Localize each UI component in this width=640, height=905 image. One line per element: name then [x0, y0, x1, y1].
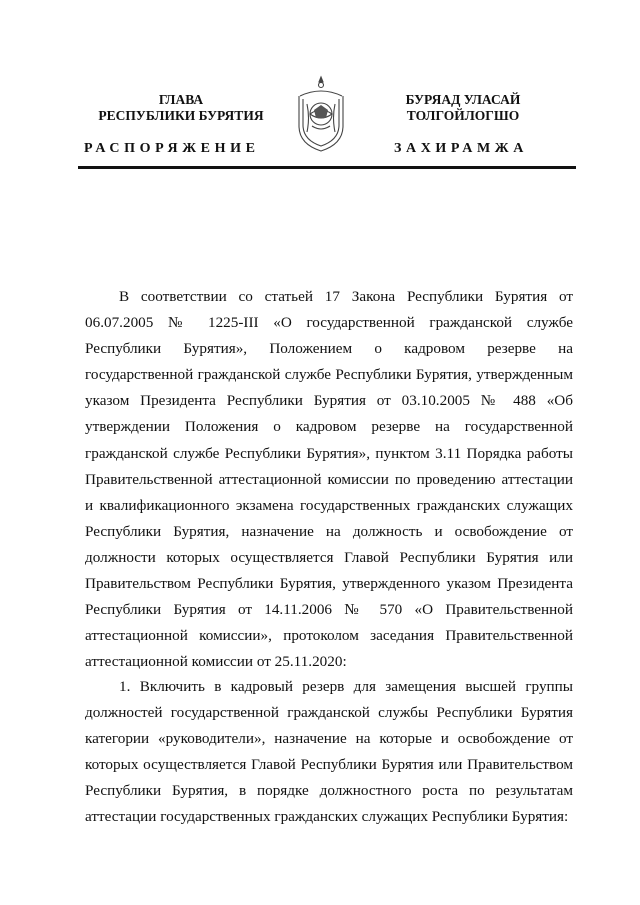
coat-of-arms-icon	[294, 74, 348, 154]
header-divider	[78, 166, 576, 169]
document-type-left: РАСПОРЯЖЕНИЕ	[84, 141, 260, 156]
header-left-subtitle: РЕСПУБЛИКИ БУРЯТИЯ	[98, 108, 264, 123]
header-right-title: БУРЯАД УЛАСАЙ	[405, 92, 521, 107]
header-right	[360, 92, 566, 124]
header-left-title: ГЛАВА	[158, 92, 204, 107]
clause-1-paragraph: 1. Включить в кадровый резерв для замещения высшей группы должностей государственной гражданской службы Республики Бурятия категории «руководители», назначение на которые и освобождение от которых осуществляется Главой Республики Бурятия или Правительством Республики Бурятия, в порядке должностного роста по результатам аттестации государственных гражданских служащих Республики Бурятия:	[85, 678, 573, 826]
preamble-paragraph: В соответствии со статьей 17 Закона Республики Бурятия от 06.07.2005 № 1225-III «О государственной гражданской службе Республики Бурятия», Положением о кадровом резерве на государственной гражданской службе Республики Бурятия, утвержденным указом Президента Республики Бурятия от 03.10.2005 № 488 «Об утверждении Положения о кадровом резерве на государственной гражданской службе Республики Бурятия», пунктом 3.11 Порядка работы Правительственной аттестационной комиссии по проведению аттестации и квалификационного экзамена государственных гражданских служащих Республики Бурятия, назначение на должность и освобождение от должности которых осуществляется Главой Республики Бурятия или Правительством Республики Бурятия, утвержденного указом Президента Республики Бурятия от 14.11.2006 № 570 «О Правительственной аттестационной комиссии», протоколом заседания Правительственной аттестационной комиссии от 25.11.2020:	[85, 288, 573, 671]
header-right-subtitle: ТОЛГОЙЛОГШО	[406, 108, 520, 123]
document-type-right: ЗАХИРАМЖА	[394, 141, 528, 156]
header-left	[78, 92, 284, 124]
